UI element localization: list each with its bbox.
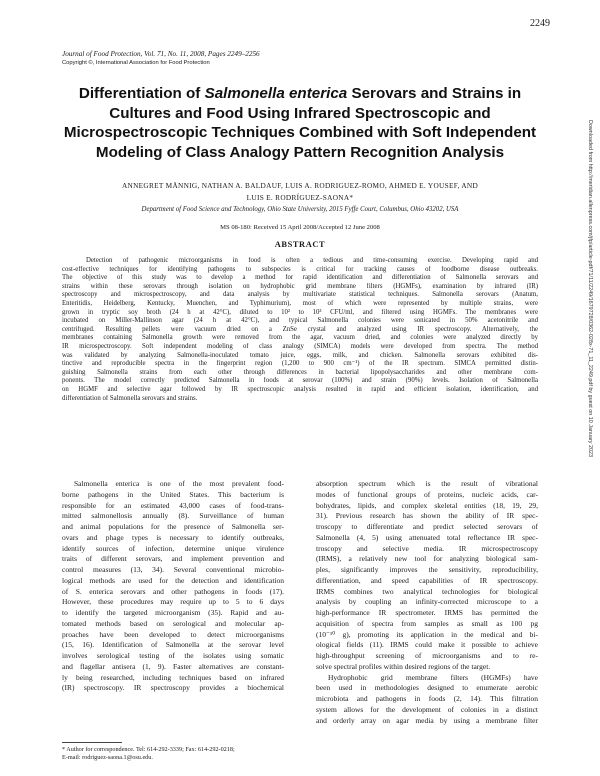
body-line: high-performance IR spectrometer. IRMS has permitted the: [316, 608, 538, 617]
body-line: system allows for the development of colonies in a distinct: [316, 704, 538, 714]
body-line: to identify the targeted microorganism (35). Rapid and au-: [62, 608, 284, 617]
body-line: identify sources of infection, determine unique virulence: [62, 543, 284, 553]
body-right-column: [316, 479, 538, 726]
body-line: control measures (13, 34). Several conventional microbio-: [62, 565, 284, 574]
body-line: borne pathogens in the United States. This bacterium is: [62, 489, 284, 499]
title-line-3: Microspectroscopic Techniques Combined with Soft Independent: [63, 124, 537, 141]
affiliation: Department of Food Science and Technology, Ohio State University, 2015 Fyffe Court, Columbus, Ohio 43202, USA: [141, 206, 459, 213]
abstract-line: grown in tryptic soy broth (24 h at 42°C), diluted to 10² to 10³ CFU/ml, and filtered using HGMFs. The membranes were: [62, 308, 538, 316]
abstract-line: incubated on Miller-Mallinson agar (24 h at 42°C), and typical Salmonella colonies were sonicated in 50% acetonitrile and: [62, 317, 538, 325]
abstract-line: guishing Salmonella strains from each other through differences in bacterial lipopolysaccharides and other membrane com-: [62, 368, 538, 376]
body-line: solve spectral profiles within desired regions of the target.: [316, 661, 491, 671]
copyright-notice: Copyright ©, International Association for Food Protection: [62, 60, 210, 66]
abstract-line: strains within these serovars through isolation on hydrophobic grid membrane filters (HGMFs), examination by infrared (IR): [62, 282, 538, 290]
abstract-line: differentiation of Salmonella serovars and strains.: [62, 394, 198, 402]
abstract-line: spectroscopy and microspectroscopy, and data analysis by multivariate statistical techniques. Salmonella serovars (Anatum,: [62, 291, 538, 299]
author-line-1: ANNEGRET MÄNNIG, NATHAN A. BALDAUF, LUIS A. RODRIGUEZ-ROMO, AHMED E. YOUSEF, AND: [121, 181, 479, 190]
body-line: analysis by coupling an infinity-corrected microscope to a: [316, 597, 538, 607]
body-line: IRMS combines two analytical technologies for biological: [316, 586, 538, 596]
body-line: proaches have been developed to detect microorganisms: [62, 629, 284, 639]
body-line: of S. enterica serovars and other pathogens in foods (17).: [62, 586, 284, 596]
title-part: Serovars and Strains in: [347, 85, 522, 102]
title-line-1: [40, 84, 560, 104]
title-part: Differentiation of: [78, 85, 205, 102]
abstract-line: The objective of this study was to develop a method for rapid identification and differentiation of Salmonella serovars and: [62, 274, 538, 282]
abstract-heading: ABSTRACT: [274, 240, 326, 249]
body-line: modes of functional groups of proteins, nucleic acids, car-: [316, 489, 538, 499]
body-line: and orderly array on agar media by using a membrane filter: [316, 715, 538, 725]
body-line: ological fields (11). IRMS could make it possible to achieve: [316, 640, 538, 650]
body-line: (15, 16). Identification of Salmonella at the serovar level: [62, 640, 284, 650]
body-line: 31). Previous research has shown the ability of IR spec-: [316, 511, 538, 521]
body-line: involves serological testing of the isolates using somatic: [62, 651, 284, 660]
abstract-line: Enteritidis, Heidelberg, Kentucky, Muenchen, and Typhimurium), most of which were represented by multiple strains, were: [62, 299, 538, 307]
body-line: high-throughput screening of microorganisms and to re-: [316, 651, 538, 660]
body-line: acquisition of spectra from samples as small as 100 pg: [316, 618, 538, 628]
abstract-line: on HGMF and selective agar followed by IR spectroscopic analysis resulted in rapid and efficient isolation, identification, and: [62, 385, 538, 393]
title-line-2: Cultures and Food Using Infrared Spectroscopic and: [109, 104, 491, 122]
body-line: Salmonella enterica is one of the most prevalent food-: [74, 479, 284, 488]
abstract-line: centrifuged. Resulting pellets were vacuum dried on a ZnSe crystal and analyzed using IR spectroscopy. Alternatively, the: [62, 325, 538, 333]
title-line-4: Modeling of Class Analogy Pattern Recognition Analysis: [95, 143, 505, 161]
body-line: absorption spectrum which is the result of vibrational: [316, 479, 538, 488]
abstract-line: was validated by analyzing Salmonella-inoculated tomato juice, eggs, milk, and chicken. Salmonella serovars exhibited dis-: [62, 351, 538, 359]
manuscript-info: MS 08-180: Received 15 April 2008/Accepted 12 June 2008: [220, 224, 380, 231]
body-line: (10⁻¹⁰ g), promoting its application in the medical and bi-: [316, 629, 538, 639]
download-stamp: Downloaded from http://meridian.allenpress.com/jfp/article-pdf/71/11/2249/1679728/0362-028x-71_11_2249.pdf by guest on 10 January 2023: [587, 120, 593, 457]
author-list: [40, 180, 560, 204]
body-left-column: [62, 479, 284, 694]
author-line-2: LUIS E. RODRÍGUEZ-SAONA*: [246, 193, 354, 202]
journal-citation: Journal of Food Protection, Vol. 71, No. 11, 2008, Pages 2249–2256: [62, 50, 260, 58]
article-title: [40, 84, 560, 162]
body-line: bohydrates, lipids, and complex skeletal entities (18, 19, 29,: [316, 500, 538, 510]
body-line: been used in methodologies designed to enumerate aerobic: [316, 683, 538, 693]
body-line: and animal populations for the presence of Salmonella ser-: [62, 522, 284, 531]
body-line: and flagellar antisera (1, 9). Faster alternatives are constant-: [62, 661, 284, 671]
abstract-line: IR microspectroscopy. Soft independent modeling of class analogy (SIMCA) models were developed from spectra. The method: [62, 342, 538, 350]
body-line: Salmonella (4, 5) using attenuated total reflectance IR spec-: [316, 532, 538, 542]
body-line: traits of different serovars, and implement prevention and: [62, 554, 284, 564]
body-line: troscopy and selective media. IR microspectroscopy: [316, 543, 538, 553]
body-line: (IR) spectroscopy. IR spectroscopy provides a biochemical: [62, 683, 284, 693]
body-line: Hydrophobic grid membrane filters (HGMFs) have: [328, 672, 538, 682]
body-line: ly being researched, including techniques based on infrared: [62, 672, 284, 682]
title-italic-genus: Salmonella enterica: [204, 85, 348, 102]
body-line: (IRMS), a relatively new tool for analyzing biological sam-: [316, 554, 538, 564]
body-line: ples, significantly improves the sensitivity, reproducibility,: [316, 565, 538, 574]
body-line: ovars and phage types is necessary to identify outbreaks,: [62, 532, 284, 542]
abstract-line: ponents. The model correctly predicted Salmonella in foods at serovar (100%) and strain (90%) levels. Isolation of Salmonella: [62, 377, 538, 385]
body-line: responsible for an estimated 43,000 cases of food-trans-: [62, 500, 284, 510]
body-line: troscopy to differentiate and predict selected serovars of: [316, 522, 538, 531]
body-line: differentiation, and speed capabilities of IR spectroscopy.: [316, 575, 538, 585]
abstract-line: tinctive and reproducible spectra in the fingerprint region (1,200 to 900 cm⁻¹) of the IR spectrum. SIMCA permitted distin-: [62, 360, 538, 368]
body-line: logical methods are used for the detection and identification: [62, 575, 284, 585]
footnote-line: E-mail: rodriguez-saona.1@osu.edu.: [62, 754, 153, 762]
abstract-line: cost-effective techniques for identifying pathogens to subspecies is critical for tracking causes of foodborne disease outbreaks.: [62, 265, 538, 273]
body-line: tomated methods based on serological and molecular ap-: [62, 618, 284, 628]
footnote-line: * Author for correspondence. Tel: 614-292-3339; Fax: 614-292-0218;: [62, 746, 235, 753]
correspondence-footnote: [62, 746, 292, 762]
body-line: mitted salmonellosis annually (8). Surveillance of human: [62, 511, 284, 521]
page-number: 2249: [530, 18, 550, 29]
body-line: microbiota and pathogens in foods (2, 14). This filtration: [316, 694, 538, 703]
abstract-body: [62, 257, 538, 403]
footnote-divider: [62, 742, 122, 743]
abstract-line: membranes containing Salmonella growth were removed from the agar, vacuum dried, and colonies were analyzed directly by: [62, 334, 538, 342]
abstract-line: Detection of pathogenic microorganisms in food is often a tedious and time-consuming exercise. Developing rapid and: [86, 257, 538, 264]
body-line: However, these procedures may require up to 5 to 6 days: [62, 597, 284, 607]
